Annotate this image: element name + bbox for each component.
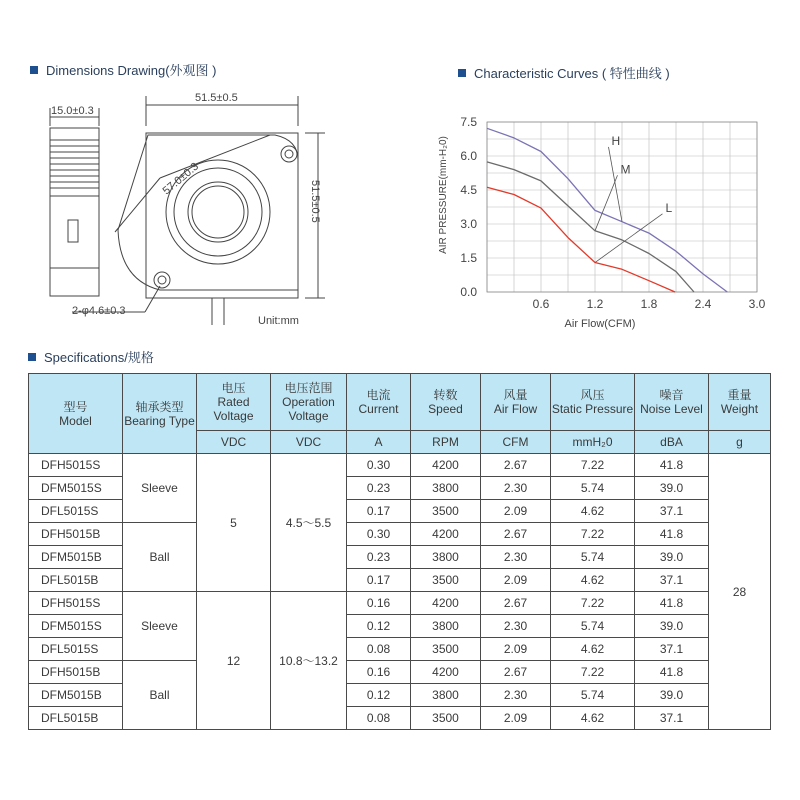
speed-cell: 3500 bbox=[411, 707, 481, 730]
curves-section-heading bbox=[458, 63, 670, 82]
rated-voltage-cell: 12 bbox=[197, 592, 271, 730]
weight-cell: 28 bbox=[709, 454, 771, 730]
current-cell: 0.30 bbox=[347, 454, 411, 477]
curves-heading-text: Characteristic Curves ( 特性曲线 ) bbox=[474, 66, 670, 81]
table-row bbox=[29, 523, 771, 546]
unit-cell: RPM bbox=[411, 431, 481, 454]
static-pressure-cell: 4.62 bbox=[551, 569, 635, 592]
speed-cell: 3800 bbox=[411, 684, 481, 707]
air-flow-cell: 2.67 bbox=[481, 592, 551, 615]
unit-cell: mmH₂0 bbox=[551, 431, 635, 454]
model-cell: DFH5015S bbox=[29, 454, 123, 477]
x-axis-label: Air Flow(CFM) bbox=[564, 318, 636, 330]
fan-front-view bbox=[72, 92, 325, 327]
air-flow-cell: 2.09 bbox=[481, 707, 551, 730]
header-weight: 重量 Weight bbox=[709, 374, 771, 431]
noise-level-cell: 41.8 bbox=[635, 454, 709, 477]
header-rated-voltage: 电压 Rated Voltage bbox=[197, 374, 271, 431]
static-pressure-cell: 5.74 bbox=[551, 546, 635, 569]
specifications-table bbox=[28, 373, 771, 730]
speed-cell: 3500 bbox=[411, 500, 481, 523]
static-pressure-cell: 4.62 bbox=[551, 500, 635, 523]
speed-cell: 4200 bbox=[411, 454, 481, 477]
air-flow-cell: 2.30 bbox=[481, 615, 551, 638]
noise-level-cell: 41.8 bbox=[635, 523, 709, 546]
header-current: 电流 Current bbox=[347, 374, 411, 431]
hole-dimension-label: 2-φ4.6±0.3 bbox=[72, 305, 126, 317]
speed-cell: 4200 bbox=[411, 661, 481, 684]
model-cell: DFH5015S bbox=[29, 592, 123, 615]
bearing-type-cell: Sleeve bbox=[123, 454, 197, 523]
current-cell: 0.12 bbox=[347, 615, 411, 638]
table-row bbox=[29, 592, 771, 615]
air-flow-cell: 2.67 bbox=[481, 454, 551, 477]
current-cell: 0.30 bbox=[347, 523, 411, 546]
series-line-h bbox=[487, 128, 727, 292]
section-bullet-icon bbox=[458, 69, 466, 77]
unit-cell: g bbox=[709, 431, 771, 454]
static-pressure-cell: 7.22 bbox=[551, 454, 635, 477]
model-cell: DFM5015S bbox=[29, 615, 123, 638]
unit-cell: dBA bbox=[635, 431, 709, 454]
current-cell: 0.23 bbox=[347, 477, 411, 500]
air-flow-cell: 2.30 bbox=[481, 546, 551, 569]
width-dimension-label: 15.0±0.3 bbox=[51, 105, 94, 117]
characteristic-curves-chart bbox=[430, 95, 800, 340]
model-cell: DFM5015S bbox=[29, 477, 123, 500]
current-cell: 0.16 bbox=[347, 592, 411, 615]
chart-grid bbox=[487, 122, 757, 292]
y-tick-label: 0.0 bbox=[460, 285, 477, 299]
speed-cell: 3500 bbox=[411, 638, 481, 661]
unit-cell: CFM bbox=[481, 431, 551, 454]
air-flow-cell: 2.67 bbox=[481, 523, 551, 546]
current-cell: 0.08 bbox=[347, 707, 411, 730]
series-label-m: M bbox=[620, 162, 631, 177]
x-tick-label: 1.8 bbox=[640, 297, 658, 311]
noise-level-cell: 39.0 bbox=[635, 615, 709, 638]
noise-level-cell: 37.1 bbox=[635, 638, 709, 661]
header-model: 型号 Model bbox=[29, 374, 123, 454]
rated-voltage-cell: 5 bbox=[197, 454, 271, 592]
specs-section-heading bbox=[28, 347, 154, 366]
bearing-type-cell: Sleeve bbox=[123, 592, 197, 661]
unit-cell: VDC bbox=[271, 431, 347, 454]
speed-cell: 3800 bbox=[411, 615, 481, 638]
section-bullet-icon bbox=[28, 353, 36, 361]
current-cell: 0.17 bbox=[347, 500, 411, 523]
header-air-flow: 风量 Air Flow bbox=[481, 374, 551, 431]
air-flow-cell: 2.30 bbox=[481, 684, 551, 707]
dimensions-drawing bbox=[0, 0, 440, 345]
noise-level-cell: 41.8 bbox=[635, 592, 709, 615]
speed-cell: 3500 bbox=[411, 569, 481, 592]
header-bearing-type: 轴承类型 Bearing Type bbox=[123, 374, 197, 454]
specifications-table-body bbox=[29, 454, 771, 730]
header-static-pressure: 风压 Static Pressure bbox=[551, 374, 635, 431]
table-header-row bbox=[29, 374, 771, 431]
bearing-type-cell: Ball bbox=[123, 523, 197, 592]
static-pressure-cell: 4.62 bbox=[551, 638, 635, 661]
noise-level-cell: 41.8 bbox=[635, 661, 709, 684]
specs-heading-text: Specifications/规格 bbox=[44, 350, 154, 365]
static-pressure-cell: 7.22 bbox=[551, 592, 635, 615]
operation-voltage-cell: 10.8～13.2 bbox=[271, 592, 347, 730]
operation-voltage-cell: 4.5～5.5 bbox=[271, 454, 347, 592]
air-flow-cell: 2.09 bbox=[481, 638, 551, 661]
diagonal-dimension-label: 57.0±0.3 bbox=[160, 160, 202, 198]
noise-level-cell: 37.1 bbox=[635, 569, 709, 592]
current-cell: 0.08 bbox=[347, 638, 411, 661]
table-row bbox=[29, 661, 771, 684]
unit-label: Unit:mm bbox=[258, 315, 299, 327]
model-cell: DFL5015B bbox=[29, 569, 123, 592]
current-cell: 0.23 bbox=[347, 546, 411, 569]
chart-series-group bbox=[487, 128, 727, 292]
fan-side-view bbox=[50, 105, 99, 296]
static-pressure-cell: 5.74 bbox=[551, 684, 635, 707]
static-pressure-cell: 5.74 bbox=[551, 477, 635, 500]
x-tick-label: 2.4 bbox=[694, 297, 712, 311]
x-tick-label: 3.0 bbox=[748, 297, 766, 311]
speed-cell: 4200 bbox=[411, 592, 481, 615]
series-leader-line bbox=[595, 175, 618, 231]
static-pressure-cell: 7.22 bbox=[551, 661, 635, 684]
series-label-l: L bbox=[665, 200, 673, 215]
series-leader-line bbox=[609, 147, 623, 222]
header-operation-voltage: 电压范围 Operation Voltage bbox=[271, 374, 347, 431]
static-pressure-cell: 4.62 bbox=[551, 707, 635, 730]
air-flow-cell: 2.09 bbox=[481, 569, 551, 592]
noise-level-cell: 39.0 bbox=[635, 684, 709, 707]
table-row bbox=[29, 454, 771, 477]
x-tick-label: 1.2 bbox=[586, 297, 604, 311]
model-cell: DFM5015B bbox=[29, 546, 123, 569]
speed-cell: 3800 bbox=[411, 546, 481, 569]
series-label-h: H bbox=[611, 133, 621, 148]
model-cell: DFL5015S bbox=[29, 638, 123, 661]
y-tick-label: 4.5 bbox=[460, 183, 477, 197]
current-cell: 0.16 bbox=[347, 661, 411, 684]
noise-level-cell: 37.1 bbox=[635, 707, 709, 730]
model-cell: DFL5015B bbox=[29, 707, 123, 730]
header-speed: 转数 Speed bbox=[411, 374, 481, 431]
top-dimension-label: 51.5±0.5 bbox=[195, 92, 238, 104]
model-cell: DFH5015B bbox=[29, 661, 123, 684]
unit-cell: A bbox=[347, 431, 411, 454]
series-line-l bbox=[487, 187, 675, 292]
side-dimension-label: 51.5±0.5 bbox=[309, 180, 321, 223]
y-tick-label: 7.5 bbox=[460, 115, 477, 129]
y-axis-label: AIR PRESSURE(mm-H₂0) bbox=[438, 136, 449, 254]
static-pressure-cell: 7.22 bbox=[551, 523, 635, 546]
model-cell: DFM5015B bbox=[29, 684, 123, 707]
noise-level-cell: 39.0 bbox=[635, 546, 709, 569]
static-pressure-cell: 5.74 bbox=[551, 615, 635, 638]
speed-cell: 3800 bbox=[411, 477, 481, 500]
air-flow-cell: 2.67 bbox=[481, 661, 551, 684]
current-cell: 0.12 bbox=[347, 684, 411, 707]
dimensions-heading-text: Dimensions Drawing(外观图 ) bbox=[46, 63, 217, 78]
x-tick-label: 0.6 bbox=[532, 297, 550, 311]
noise-level-cell: 39.0 bbox=[635, 477, 709, 500]
model-cell: DFH5015B bbox=[29, 523, 123, 546]
model-cell: DFL5015S bbox=[29, 500, 123, 523]
y-tick-label: 3.0 bbox=[460, 217, 477, 231]
y-tick-label: 6.0 bbox=[460, 149, 477, 163]
air-flow-cell: 2.30 bbox=[481, 477, 551, 500]
speed-cell: 4200 bbox=[411, 523, 481, 546]
unit-cell: VDC bbox=[197, 431, 271, 454]
current-cell: 0.17 bbox=[347, 569, 411, 592]
series-line-m bbox=[487, 162, 694, 292]
header-noise-level: 噪音 Noise Level bbox=[635, 374, 709, 431]
noise-level-cell: 37.1 bbox=[635, 500, 709, 523]
air-flow-cell: 2.09 bbox=[481, 500, 551, 523]
bearing-type-cell: Ball bbox=[123, 661, 197, 730]
y-tick-label: 1.5 bbox=[460, 251, 477, 265]
